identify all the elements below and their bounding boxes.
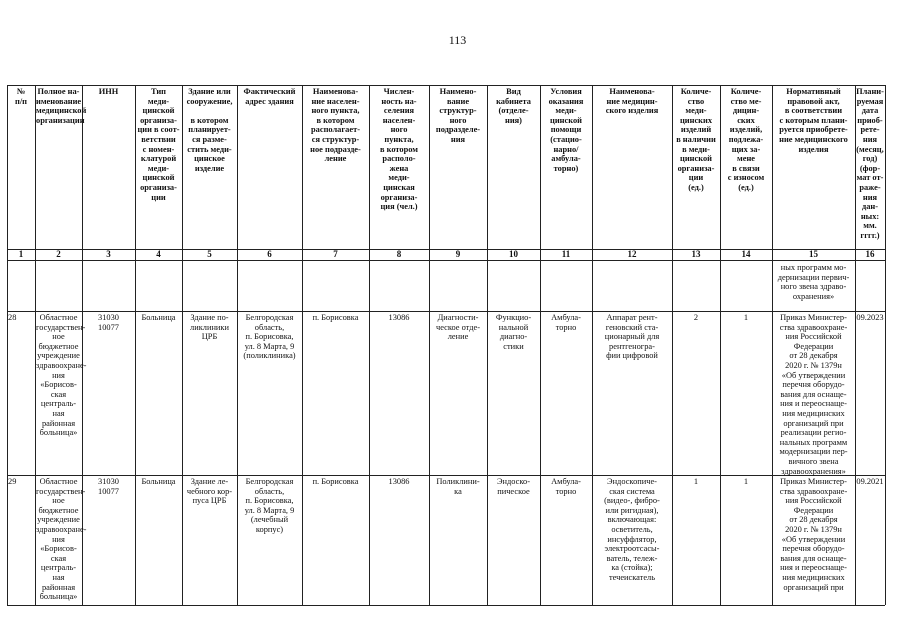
table-cell: 31030 10077 <box>98 313 119 332</box>
table-cell: 13086 <box>388 477 410 486</box>
column-header: Количе- ство меди- цинских изделий в наличии в меди- цинской организа- ции (ед.) <box>676 87 716 192</box>
column-number: 7 <box>333 249 338 259</box>
column-number: 12 <box>627 249 637 259</box>
column-header: Вид кабинета (отделе- ния) <box>496 87 531 125</box>
column-number: 14 <box>741 249 751 259</box>
column-number: 9 <box>455 249 461 259</box>
column-header: ИНН <box>98 87 119 96</box>
column-header: Наимено- вание структур- ного подразделе- ния <box>435 87 481 144</box>
row-border <box>7 605 885 606</box>
row-border <box>7 260 885 261</box>
table-cell: Эндоскопиче- ская система (видео-, фибро- или ригидная), включающая: осветитель, инсуффлятор, электроотсасы- ватель, тележ- ка (стойка); течеискатель <box>604 477 660 582</box>
table-cell: Функцио- нальной диагно- стики <box>495 313 532 351</box>
table-cell: Больница <box>141 477 176 486</box>
table-cell: Эндоско- пическое <box>496 477 530 496</box>
table-cell: 1 <box>743 313 749 322</box>
column-header: Условия оказания меди- цинской помощи (стацио- нарно/ амбула- торно) <box>548 87 584 173</box>
table-cell: Областное государствен- ное бюджетное учреждение здравоохране- ния «Борисов- ская централь- ная районная больница» <box>36 477 87 602</box>
table-cell: Приказ Министер- ства здравоохране- ния Российской Федерации от 28 декабря 2020 г. № 1379н «Об утверждении перечня оборудо- вания для оснаще- ния и переоснаще- ния медицинских организаций при реализации регио- нальных программ модернизации пер- вичного звена здравоохранения» <box>779 313 848 476</box>
table-cell: Диагности- ческое отде- ление <box>436 313 480 342</box>
table-cell: 28 <box>8 313 17 322</box>
table-cell: п. Борисовка <box>312 313 359 322</box>
column-header: Фактический адрес здания <box>243 87 296 106</box>
column-number: 16 <box>865 249 875 259</box>
table-cell: Здание ле- чебного кор- пуса ЦРБ <box>186 477 233 506</box>
column-number: 11 <box>561 249 571 259</box>
table-cell: 1 <box>693 477 699 486</box>
table-cell: Поликлини- ка <box>436 477 480 496</box>
table-cell: Аппарат рент- геновский ста- ционарный для рентгеногра- фии цифровой <box>604 313 660 361</box>
table-cell: Приказ Министер- ства здравоохране- ния Российской Федерации от 28 декабря 2020 г. № 1379н «Об утверждении перечня оборудо- вания для оснаще- ния и переоснаще- ния медицинских организаций при <box>779 477 848 592</box>
column-number: 10 <box>509 249 518 259</box>
column-header: Наименова- ние медицин- ского изделия <box>605 87 659 116</box>
column-number: 2 <box>56 249 61 259</box>
column-number: 13 <box>691 249 701 259</box>
table-cell: п. Борисовка <box>312 477 359 486</box>
column-number: 8 <box>396 249 402 259</box>
column-border <box>885 85 886 605</box>
table-cell: 09.2021 <box>856 477 884 486</box>
row-border <box>7 85 885 86</box>
column-header: Тип меди- цинской организа- ции в соот- ветствии с номен- клатурой меди- цинской организа- ции <box>137 87 180 202</box>
page-number: 113 <box>448 33 467 47</box>
column-number: 1 <box>18 249 24 259</box>
column-number: 4 <box>156 249 161 259</box>
table-cell: Амбула- торно <box>551 477 581 496</box>
table-cell: Белгородская область, п. Борисовка, ул. 8 Марта, 9 (лечебный корпус) <box>244 477 295 534</box>
equipment-table <box>7 85 885 630</box>
column-number: 5 <box>207 249 212 259</box>
column-number: 3 <box>106 249 111 259</box>
column-number: 15 <box>809 249 818 259</box>
column-header: Числен- ность на- селения населен- ного пункта, в котором располо- жена меди- цинская организа- ция (чел.) <box>380 87 418 212</box>
row-border <box>7 475 885 476</box>
table-cell: 13086 <box>388 313 410 322</box>
table-cell: 1 <box>743 477 749 486</box>
column-header: Полное на- именование медицинской организации <box>36 87 87 125</box>
column-header: Наименова- ние населен- ного пункта, в котором располагает- ся структур- ное подразде- ление <box>310 87 361 164</box>
table-cell: 29 <box>8 477 17 486</box>
column-header: Плани- руемая дата приоб- рете- ния (месяц, год) (фор- мат от- раже- ния дан- ных: мм. гггг.) <box>856 87 884 240</box>
table-cell: Белгородская область, п. Борисовка, ул. 8 Марта, 9 (поликлиника) <box>243 313 296 361</box>
column-header: Здание или сооружение, в котором планирует- ся разме- стить меди- цинское изделие <box>186 87 233 173</box>
column-number: 6 <box>267 249 272 259</box>
column-header: Количе- ство ме- дицин- ских изделий, подлежа- щих за- мене в связи с износом (ед.) <box>727 87 765 192</box>
column-header: № п/п <box>15 87 27 106</box>
table-cell: 09.2023 <box>856 313 884 322</box>
table-cell: Амбула- торно <box>551 313 581 332</box>
column-header: Нормативный правовой акт, в соответствии с которым плани- руется приобрете- ние медицинского изделия <box>779 87 848 154</box>
table-cell: Областное государствен- ное бюджетное учреждение здравоохране- ния «Борисов- ская централь- ная районная больница» <box>36 313 87 438</box>
carryover-text: ных программ мо- дернизации первич- ного звена здраво- охранения» <box>777 263 850 301</box>
table-cell: 31030 10077 <box>98 477 119 496</box>
table-cell: 2 <box>693 313 699 322</box>
table-cell: Больница <box>141 313 176 322</box>
table-cell: Здание по- ликлиники ЦРБ <box>190 313 229 342</box>
row-border <box>7 311 885 312</box>
